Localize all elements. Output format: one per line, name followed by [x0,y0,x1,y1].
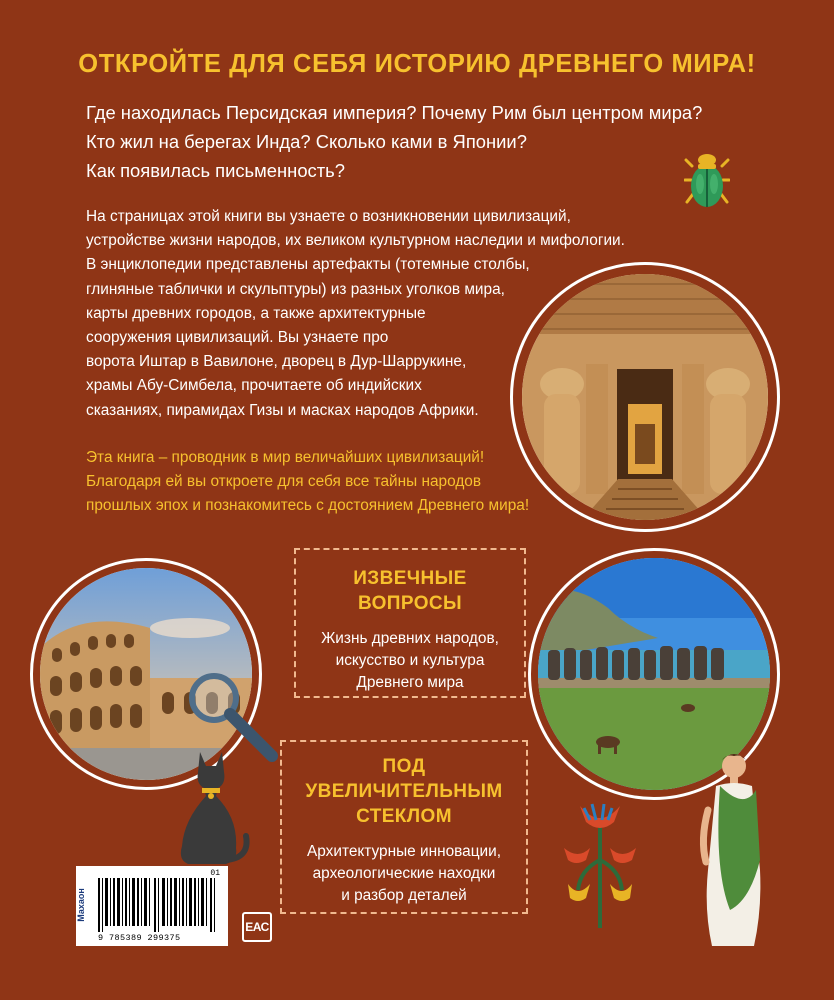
description-line: ворота Иштар в Вавилоне, дворец в Дур-Шаррукине, [86,353,467,371]
barcode-top-code: 01 [210,869,220,878]
abu-simbel-temple-image [522,274,768,520]
description-line: На страницах этой книги вы узнаете о возникновении цивилизаций, [86,208,571,225]
barcode-bars [98,878,222,932]
feature-text-line: Архитектурные инновации, [307,843,501,860]
question-line: Кто жил на берегах Инда? Сколько ками в Японии? [86,131,527,152]
highlight-line: прошлых эпох и познакомитесь с достоянием Древнего мира! [86,497,530,515]
feature-title [296,566,524,616]
roman-woman-figure-icon [690,750,776,950]
publisher-logo: Махаон [75,888,86,922]
description-line: В энциклопедии представлены артефакты (тотемные столбы, [86,256,530,274]
feature-text [282,841,526,907]
description-line: устройстве жизни народов, их великом культурном наследии и мифологии. [86,232,625,250]
barcode-digits: 9 785389 299375 [98,933,181,943]
feature-title-line: ПОД [382,756,426,777]
barcode [76,866,228,946]
feature-box-magnifying-glass [280,740,528,914]
questions-block [86,98,726,185]
feature-text-line: искусство и культура [335,652,485,669]
description-line: карты древних городов, а также архитектурные [86,304,426,322]
feature-title-line: СТЕКЛОМ [356,806,452,827]
feature-text-line: и разбор деталей [341,887,467,904]
scarab-icon [684,150,730,212]
feature-text-line: археологические находки [312,865,496,882]
highlight-line: Благодаря ей вы откроете для себя все тайны народов [86,473,482,491]
question-line: Как появилась письменность? [86,160,345,181]
feature-text-line: Древнего мира [356,674,464,691]
highlight-line: Эта книга – проводник в мир величайших цивилизаций! [86,449,485,466]
eac-certification-mark: ЕАС [242,912,272,942]
page-title: ОТКРОЙТЕ ДЛЯ СЕБЯ ИСТОРИЮ ДРЕВНЕГО МИРА! [78,50,756,78]
feature-title-line: УВЕЛИЧИТЕЛЬНЫМ [305,781,503,802]
feature-title-line: ВОПРОСЫ [357,593,462,614]
description-line: глиняные таблички и скульптуры) из разных уголков мира, [86,280,505,298]
description-line: сооружения цивилизаций. Вы узнаете про [86,329,389,347]
question-line: Где находилась Персидская империя? Почему Рим был центром мира? [86,102,703,123]
feature-text-line: Жизнь древних народов, [321,630,499,647]
feature-text [296,628,524,694]
description-line: сказаниях, пирамидах Гизы и масках народов Африки. [86,401,479,419]
description-line: храмы Абу-Симбела, прочитаете об индийских [86,377,422,395]
feature-box-eternal-questions [294,548,526,698]
feature-title [282,754,526,829]
egyptian-cat-icon [166,748,256,868]
lotus-ornament-icon [560,800,640,930]
feature-title-line: ИЗВЕЧНЫЕ [353,568,467,589]
